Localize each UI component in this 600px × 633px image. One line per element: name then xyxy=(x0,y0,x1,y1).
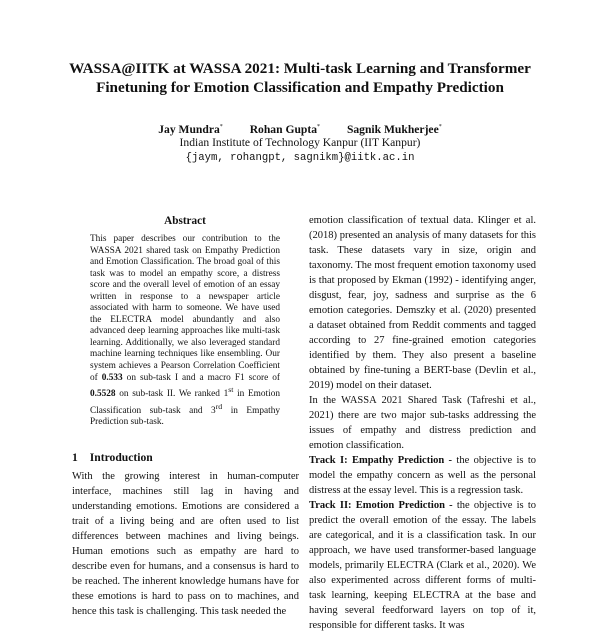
track-1-text: the objective is to model the empathy concern as well as the personal distress at the essay level. This is a regression task. xyxy=(309,455,536,496)
author xyxy=(158,123,223,136)
abstract-text xyxy=(90,234,280,429)
affiliation: Indian Institute of Technology Kanpur (IIT Kanpur) xyxy=(179,136,421,149)
author-footnote-mark: * xyxy=(438,124,442,130)
author-list xyxy=(0,120,600,137)
author-footnote-mark: * xyxy=(219,124,223,130)
right-column xyxy=(309,213,536,633)
track-2-text: the objective is to predict the overall emotion of the essay. The labels are categorical, and it is a classification task. In our approach, we have used transformer-based language models, primarily ELECTRA (Clark et al., 2020). We also experimented across different forms of multi-task learning, keeping ELECTRA at the base and having several feedforward layers on top of it, responsible for different tasks. It was xyxy=(309,500,536,631)
paragraph xyxy=(309,498,536,633)
abstract-fragment: This paper describes our contribution to the WASSA 2021 shared task on Empathy Prediction and Emotion Classification. The broad goal of this task was to model an empathy score, a distress score and the overall level of emotion of an essay written in response to a newspaper article associated with harm to someone. We have used the ELECTRA model abundantly and also advanced deep learning approaches like multi-task learning. Additionally, we also leveraged standard machine learning techniques like ensembling. Our system achieves a Pearson Correlation Coefficient of xyxy=(90,234,280,383)
paragraph: In the WASSA 2021 Shared Task (Tafreshi et al., 2021) there are two major sub-tasks addressing the issues of empathy and distress prediction and emotion classification. xyxy=(309,395,536,451)
section-heading-introduction xyxy=(72,451,153,464)
track-1-label: Track I: Empathy Prediction - xyxy=(309,455,453,466)
author-footnote-mark: * xyxy=(317,124,321,130)
macro-f1-score: 0.5528 xyxy=(90,389,116,400)
author-emails: {jaym, rohangpt, sagnikm}@iitk.ac.in xyxy=(185,152,415,164)
pearson-score: 0.533 xyxy=(101,372,123,383)
author-name: Rohan Gupta xyxy=(249,122,318,136)
author xyxy=(250,123,320,136)
abstract-fragment: on sub-task I and a macro F1 score of xyxy=(122,372,280,383)
rank-superscript: rd xyxy=(215,401,223,411)
abstract-fragment: in Emotion Classification sub-task and 3 xyxy=(90,389,280,416)
paragraph: emotion classification of textual data. Klinger et al. (2018) presented an analysis of many datasets for this task. These datasets vary in size, origin and taxonomy. The most frequent emotion taxonomy used is that proposed by Ekman (1992) - identifying anger, disgust, fear, joy, sadness and surprise as the 6 emotion categories. Demszky et al. (2020) presented a dataset obtained from Reddit comments and tagged according to 27 fine-grained emotion categories identified by them. They also present a baseline obtained by fine-tuning a BERT-base (Devlin et al., 2019) model on their dataset. xyxy=(309,215,536,391)
paragraph xyxy=(309,453,536,498)
introduction-text: With the growing interest in human-computer interface, machines still lag in having and understanding emotions. Emotions are considered a trait of a living being and are often used to list differences between machines and living beings. Human emotions such as empathy are hard to describe even for humans, and a consensus is hard to be reached. The inherent knowledge humans have for these emotions is hard to pass on to machines, and hence this task is challenging. This task needed the xyxy=(72,471,299,617)
author xyxy=(347,123,442,136)
abstract-heading: Abstract xyxy=(164,215,206,227)
abstract-fragment: in Empathy Prediction sub-task. xyxy=(90,405,281,428)
section-number: 1 xyxy=(72,451,78,464)
paper-title: WASSA@IITK at WASSA 2021: Multi-task Learning and Transformer Finetuning for Emotion Classification and Empathy Prediction xyxy=(69,60,531,96)
author-name: Jay Mundra xyxy=(158,122,220,136)
abstract-fragment: on sub-task II. We ranked 1 xyxy=(115,389,229,400)
author-name: Sagnik Mukherjee xyxy=(346,122,439,136)
section-title: Introduction xyxy=(89,451,153,464)
track-2-label: Track II: Emotion Prediction - xyxy=(309,500,453,511)
rank-superscript: st xyxy=(228,385,234,395)
